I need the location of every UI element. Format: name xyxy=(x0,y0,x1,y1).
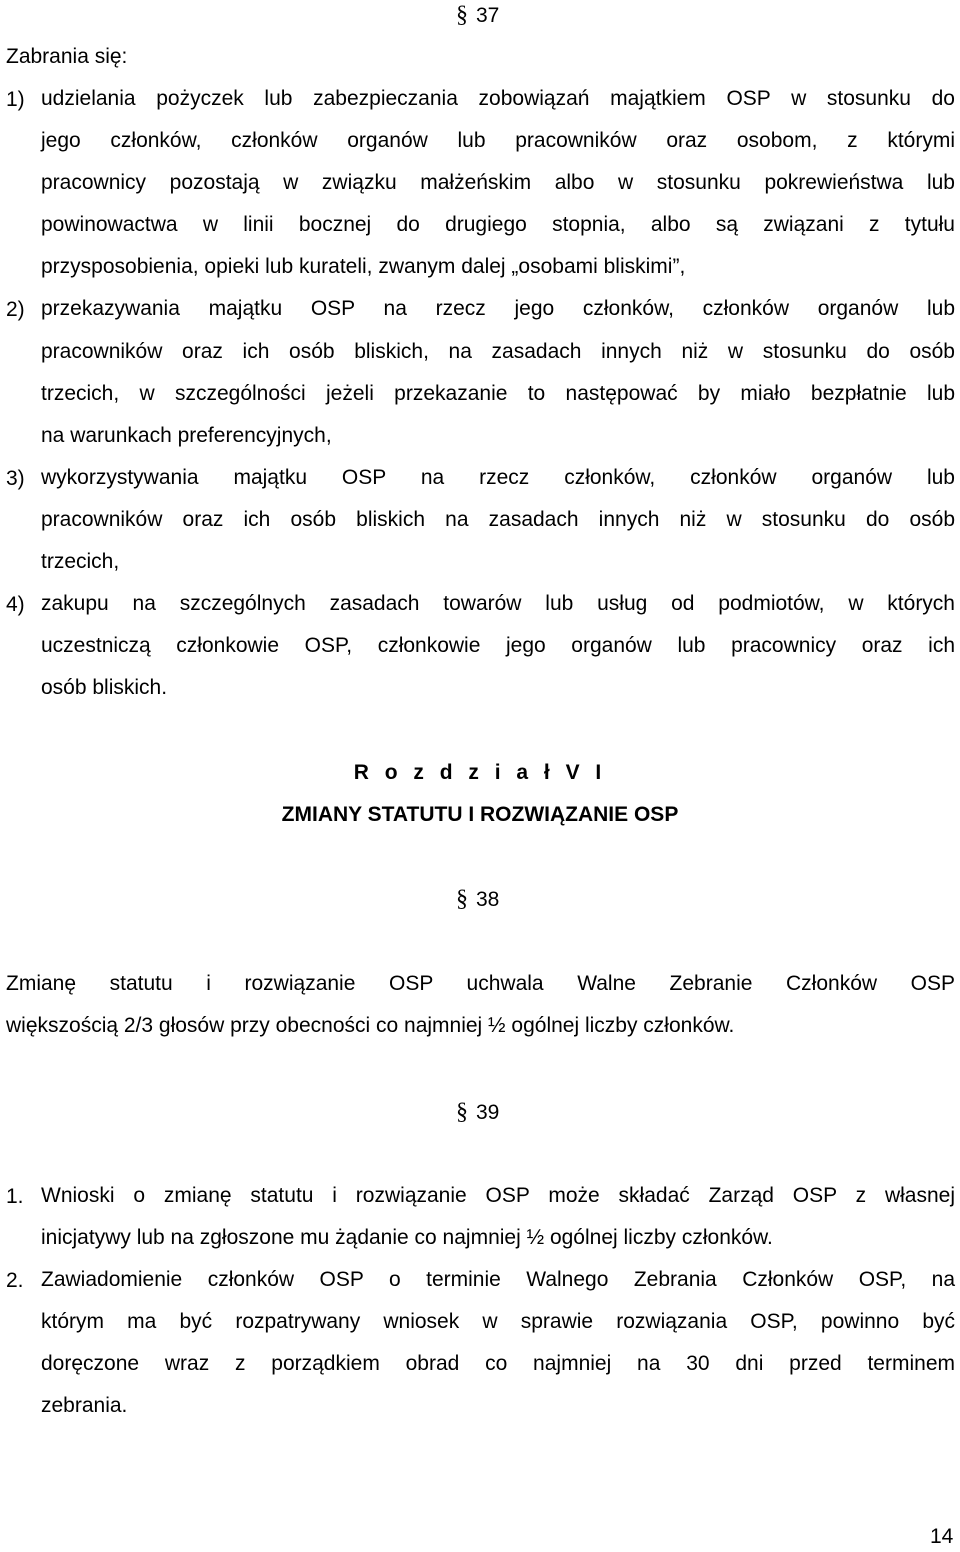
intro-text: Zabrania się: xyxy=(6,45,128,68)
item-2-line-1: przekazywania majątku OSP na rzecz jego członków, członków organów lub xyxy=(41,297,955,320)
item-1-line-3: pracownicy pozostają w związku małżeńskim albo w stosunku pokrewieństwa lub xyxy=(41,171,955,194)
section-37-heading xyxy=(456,2,499,29)
item-2-line-3: trzecich, w szczególności jeżeli przekazanie to następować by miało bezpłatnie lub xyxy=(41,382,955,405)
item-1-line-5: przysposobienia, opieki lub kurateli, zwanym dalej „osobami bliskimi”, xyxy=(41,255,686,278)
item-4-line-1: zakupu na szczególnych zasadach towarów lub usług od podmiotów, w których xyxy=(41,592,955,615)
item-39-1-line-1: Wnioski o zmianę statutu i rozwiązanie OSP może składać Zarząd OSP z własnej xyxy=(41,1184,955,1207)
item-1-line-1: udzielania pożyczek lub zabezpieczania zobowiązań majątkiem OSP w stosunku do xyxy=(41,87,955,110)
item-3-line-3: trzecich, xyxy=(41,550,120,573)
item-39-2-line-1: Zawiadomienie członków OSP o terminie Walnego Zebrania Członków OSP, na xyxy=(41,1268,955,1291)
chapter-title: ZMIANY STATUTU I ROZWIĄZANIE OSP xyxy=(281,803,679,826)
para-38-line-2: większością 2/3 głosów przy obecności co najmniej ½ ogólnej liczby członków. xyxy=(6,1014,735,1037)
item-4-line-2: uczestniczą członkowie OSP, członkowie jego organów lub pracownicy oraz ich xyxy=(41,634,955,657)
item-2-line-2: pracowników oraz ich osób bliskich, na zasadach innych niż w stosunku do osób xyxy=(41,340,955,363)
item-39-2-line-4: zebrania. xyxy=(41,1394,128,1417)
item-2-line-4: na warunkach preferencyjnych, xyxy=(41,424,332,447)
item-number: 4) xyxy=(6,593,25,616)
item-number: 1) xyxy=(6,88,25,111)
item-39-number: 2. xyxy=(6,1269,24,1292)
section-number: 39 xyxy=(476,1101,500,1124)
chapter-label: R o z d z i a ł V I xyxy=(353,761,607,784)
section-sign: § xyxy=(456,2,468,28)
item-4-line-3: osób bliskich. xyxy=(41,676,168,699)
page-number: 14 xyxy=(930,1525,954,1548)
para-38-line-1: Zmianę statutu i rozwiązanie OSP uchwala Walne Zebranie Członków OSP xyxy=(6,972,955,995)
section-number: 38 xyxy=(476,888,500,911)
item-number: 2) xyxy=(6,298,25,321)
section-sign: § xyxy=(456,886,468,912)
item-39-2-line-3: doręczone wraz z porządkiem obrad co najmniej na 30 dni przed terminem xyxy=(41,1352,955,1375)
item-39-1-line-2: inicjatywy lub na zgłoszone mu żądanie co najmniej ½ ogólnej liczby członków. xyxy=(41,1226,773,1249)
item-1-line-2: jego członków, członków organów lub pracowników oraz osobom, z którymi xyxy=(41,129,955,152)
section-number: 37 xyxy=(476,4,500,27)
item-1-line-4: powinowactwa w linii bocznej do drugiego stopnia, albo są związani z tytułu xyxy=(41,213,955,236)
section-sign: § xyxy=(456,1099,468,1125)
section-39-heading xyxy=(456,1099,499,1126)
item-3-line-1: wykorzystywania majątku OSP na rzecz członków, członków organów lub xyxy=(41,466,955,489)
item-3-line-2: pracowników oraz ich osób bliskich na zasadach innych niż w stosunku do osób xyxy=(41,508,955,531)
item-39-number: 1. xyxy=(6,1185,24,1208)
item-number: 3) xyxy=(6,467,25,490)
section-38-heading xyxy=(456,886,499,913)
item-39-2-line-2: którym ma być rozpatrywany wniosek w sprawie rozwiązania OSP, powinno być xyxy=(41,1310,955,1333)
